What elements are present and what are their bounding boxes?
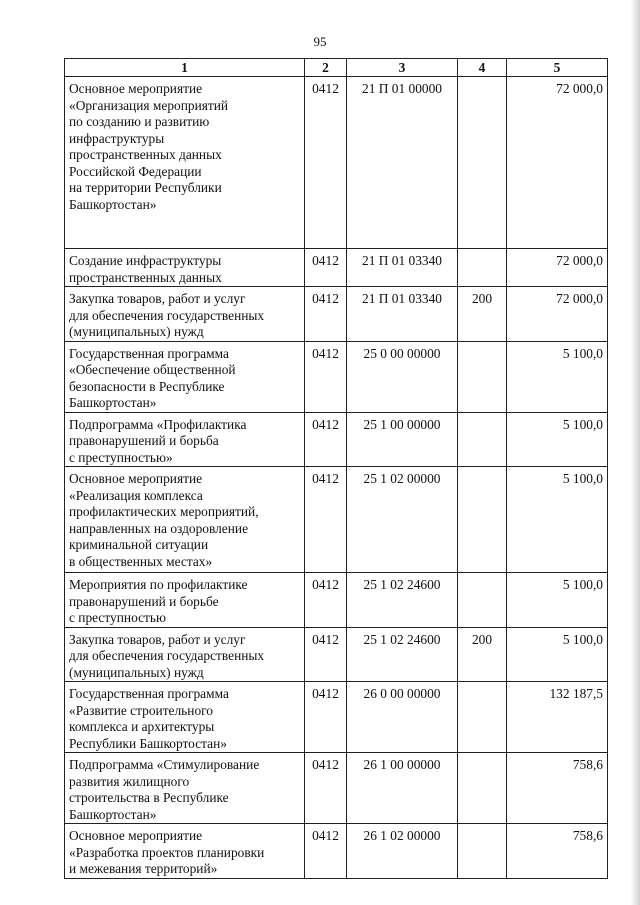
section-code-cell: 0412 — [305, 467, 347, 573]
expense-name-line: Башкортостан» — [69, 395, 157, 410]
target-article-cell: 25 1 02 24600 — [347, 573, 458, 628]
target-article-cell: 25 1 00 00000 — [347, 412, 458, 467]
target-article-cell: 25 1 02 00000 — [347, 467, 458, 573]
amount-cell: 5 100,0 — [507, 627, 608, 682]
expense-name-cell — [65, 573, 305, 628]
amount-cell: 5 100,0 — [507, 412, 608, 467]
expense-type-cell — [458, 412, 507, 467]
expense-name-cell — [65, 412, 305, 467]
amount-cell: 72 000,0 — [507, 77, 608, 249]
expense-name-line: Основное мероприятие — [69, 81, 203, 96]
section-code-cell: 0412 — [305, 287, 347, 342]
amount-cell: 132 187,5 — [507, 682, 608, 753]
expense-name-cell — [65, 249, 305, 287]
table-row — [65, 77, 608, 249]
header-row — [65, 59, 608, 77]
expense-name-line: для обеспечения государственных — [69, 307, 265, 323]
expense-name-cell — [65, 77, 305, 249]
table-row — [65, 287, 608, 342]
target-article-cell: 21 П 01 03340 — [347, 287, 458, 342]
expense-type-cell — [458, 77, 507, 249]
expense-name-line: «Организация мероприятий — [69, 97, 229, 113]
expense-type-cell — [458, 467, 507, 573]
section-code-cell: 0412 — [305, 824, 347, 879]
table-row — [65, 412, 608, 467]
table-row — [65, 627, 608, 682]
expense-name-cell — [65, 824, 305, 879]
expense-name-line: Российской Федерации — [69, 163, 202, 179]
table-row — [65, 249, 608, 287]
table-row — [65, 753, 608, 824]
expense-name-line: Мероприятия по профилактике — [69, 577, 248, 592]
expense-name-line: профилактических мероприятий, — [69, 504, 259, 519]
expense-name-line: с преступностью» — [69, 449, 173, 465]
section-code-cell: 0412 — [305, 627, 347, 682]
expense-type-cell — [458, 341, 507, 412]
expense-type-cell: 200 — [458, 627, 507, 682]
expense-name-line: строительства в Республике — [69, 790, 229, 805]
expense-name-line: Подпрограмма «Стимулирование — [69, 757, 260, 772]
expense-name-line: правонарушений и борьба — [69, 433, 219, 448]
expense-name-line: Башкортостан» — [69, 806, 157, 822]
expense-type-cell — [458, 682, 507, 753]
expense-name-cell — [65, 341, 305, 412]
column-header-5: 5 — [507, 59, 608, 77]
table-row — [65, 682, 608, 753]
column-header-4: 4 — [458, 59, 507, 77]
expense-name-line: пространственных данных — [69, 147, 222, 162]
expense-name-line: и межевания территорий» — [69, 861, 218, 876]
expense-name-line: «Реализация комплекса — [69, 487, 203, 503]
amount-cell: 5 100,0 — [507, 467, 608, 573]
target-article-cell: 25 0 00 00000 — [347, 341, 458, 412]
expense-name-cell — [65, 627, 305, 682]
expense-name-line: правонарушений и борьбе — [69, 593, 219, 609]
expense-name-cell — [65, 753, 305, 824]
expense-name-line: Государственная программа — [69, 345, 229, 361]
column-header-1: 1 — [65, 59, 305, 77]
expense-name-line: Башкортостан» — [69, 196, 157, 212]
amount-cell: 5 100,0 — [507, 573, 608, 628]
expense-name-line: пространственных данных — [69, 269, 222, 285]
column-header-2: 2 — [305, 59, 347, 77]
target-article-cell: 26 1 02 00000 — [347, 824, 458, 879]
target-article-cell: 26 0 00 00000 — [347, 682, 458, 753]
section-code-cell: 0412 — [305, 249, 347, 287]
expense-type-cell — [458, 753, 507, 824]
table-row — [65, 341, 608, 412]
amount-cell: 758,6 — [507, 824, 608, 879]
column-header-3: 3 — [347, 59, 458, 77]
table-row — [65, 573, 608, 628]
section-code-cell: 0412 — [305, 682, 347, 753]
budget-table — [64, 58, 608, 879]
section-code-cell: 0412 — [305, 77, 347, 249]
section-code-cell: 0412 — [305, 412, 347, 467]
expense-name-line: Основное мероприятие — [69, 471, 203, 486]
expense-name-line: (муниципальных) нужд — [69, 324, 204, 339]
expense-name-line: на территории Республики — [69, 180, 222, 195]
expense-name-line: в общественных местах» — [69, 553, 213, 569]
expense-type-cell: 200 — [458, 287, 507, 342]
expense-type-cell — [458, 573, 507, 628]
expense-name-line: комплекса и архитектуры — [69, 719, 215, 734]
expense-name-cell — [65, 287, 305, 342]
expense-name-line: безопасности в Республике — [69, 378, 225, 394]
expense-name-line: развития жилищного — [69, 773, 190, 789]
expense-name-line: Создание инфраструктуры — [69, 253, 222, 268]
table-row — [65, 467, 608, 573]
expense-type-cell — [458, 824, 507, 879]
target-article-cell: 21 П 01 00000 — [347, 77, 458, 249]
scan-edge-shadow — [630, 0, 640, 905]
section-code-cell: 0412 — [305, 341, 347, 412]
section-code-cell: 0412 — [305, 753, 347, 824]
section-code-cell: 0412 — [305, 573, 347, 628]
expense-name-cell — [65, 682, 305, 753]
expense-name-line: Закупка товаров, работ и услуг — [69, 631, 246, 647]
expense-type-cell — [458, 249, 507, 287]
expense-name-line: «Развитие строительного — [69, 702, 213, 718]
table-row — [65, 824, 608, 879]
expense-name-line: с преступностью — [69, 610, 167, 625]
expense-name-line: для обеспечения государственных — [69, 648, 265, 663]
expense-name-line: Республики Башкортостан» — [69, 735, 227, 751]
expense-name-line: Государственная программа — [69, 686, 229, 701]
amount-cell: 5 100,0 — [507, 341, 608, 412]
expense-name-line: направленных на оздоровление — [69, 520, 249, 536]
expense-name-line: по созданию и развитию — [69, 114, 210, 129]
expense-name-line: (муниципальных) нужд — [69, 664, 204, 680]
target-article-cell: 26 1 00 00000 — [347, 753, 458, 824]
target-article-cell: 21 П 01 03340 — [347, 249, 458, 287]
target-article-cell: 25 1 02 24600 — [347, 627, 458, 682]
amount-cell: 758,6 — [507, 753, 608, 824]
expense-name-line: криминальной ситуации — [69, 537, 209, 552]
table-body — [65, 77, 608, 879]
page-number: 95 — [313, 34, 327, 49]
expense-name-line: «Разработка проектов планировки — [69, 844, 265, 860]
expense-name-line: инфраструктуры — [69, 130, 165, 146]
expense-name-line: Закупка товаров, работ и услуг — [69, 291, 246, 306]
amount-cell: 72 000,0 — [507, 249, 608, 287]
expense-name-line: Основное мероприятие — [69, 828, 203, 843]
expense-name-line: «Обеспечение общественной — [69, 362, 236, 377]
amount-cell: 72 000,0 — [507, 287, 608, 342]
expense-name-line: Подпрограмма «Профилактика — [69, 416, 247, 432]
expense-name-cell — [65, 467, 305, 573]
